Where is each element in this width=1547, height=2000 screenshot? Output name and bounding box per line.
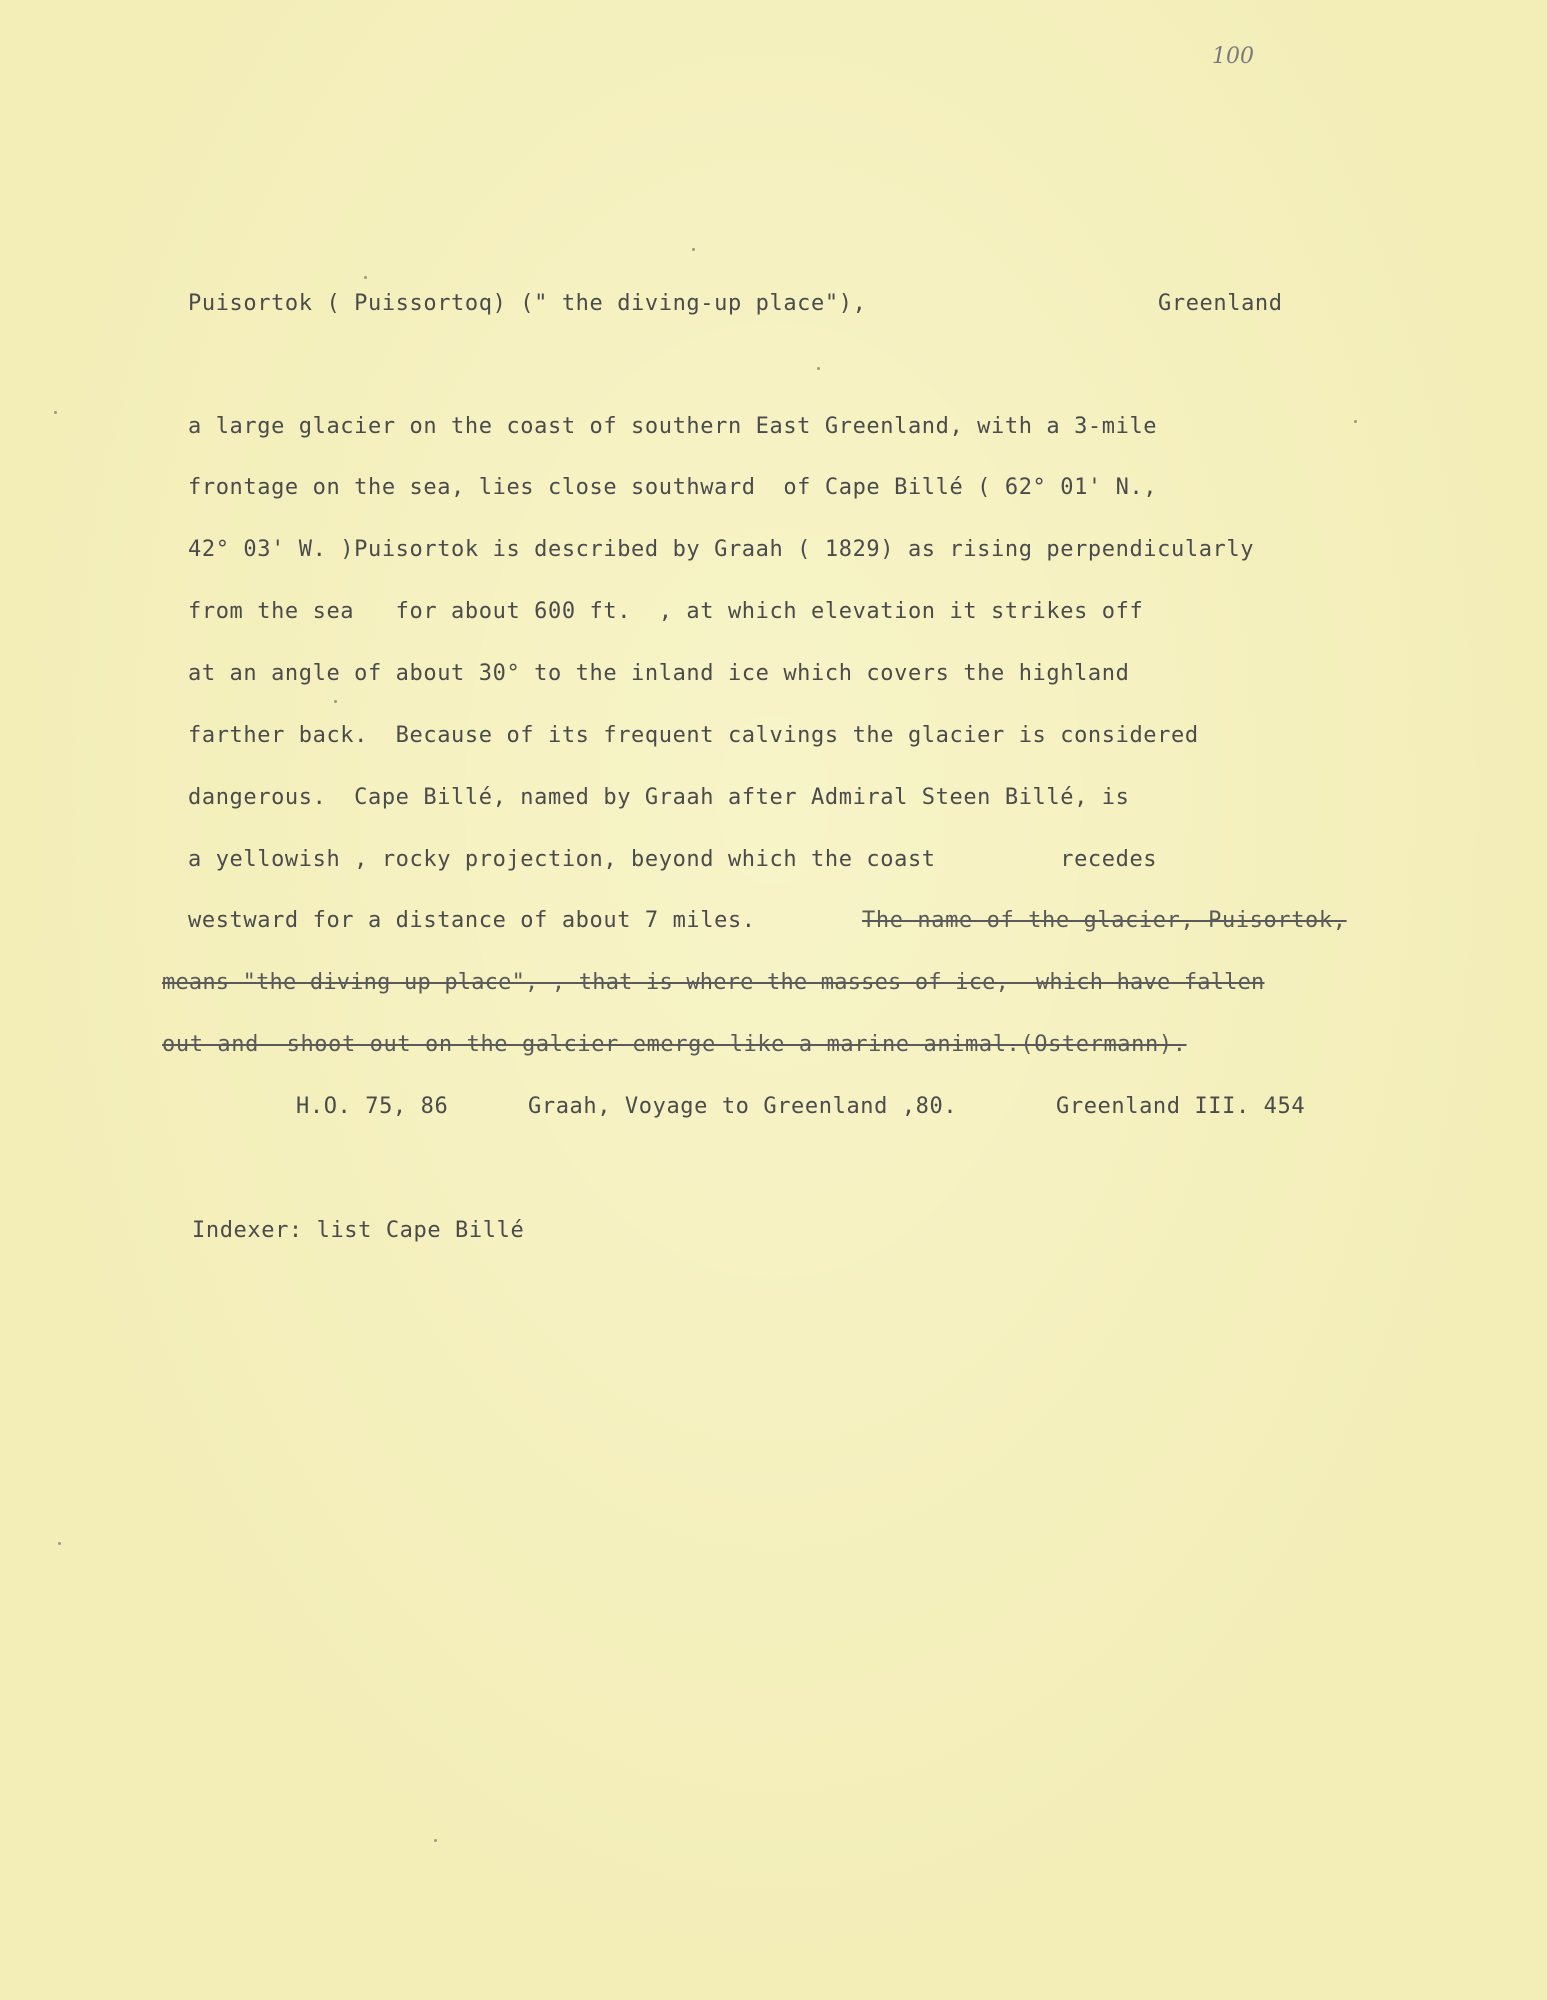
body-line: farther back. Because of its frequent calvings the glacier is considered <box>188 723 1199 748</box>
paper-speck <box>58 1542 61 1545</box>
paper-speck <box>817 367 820 370</box>
paper-speck <box>54 411 57 414</box>
citation-graah: Graah, Voyage to Greenland ,80. <box>528 1094 958 1119</box>
page-number: 100 <box>1212 44 1254 69</box>
paper-speck <box>364 276 367 279</box>
indexer-note: Indexer: list Cape Billé <box>192 1218 525 1243</box>
body-line: 42° 03' W. )Puisortok is described by Graah ( 1829) as rising perpendicularly <box>188 537 1255 562</box>
body-line: frontage on the sea, lies close southward of Cape Billé ( 62° 01' N., <box>188 475 1158 500</box>
paper-speck <box>692 248 695 251</box>
struck-text: out and shoot out on the galcier emerge like a marine animal.(Ostermann). <box>162 1032 1187 1057</box>
body-line: dangerous. Cape Billé, named by Graah after Admiral Steen Billé, is <box>188 785 1130 810</box>
paper-speck <box>434 1839 437 1842</box>
body-line: from the sea for about 600 ft. , at which elevation it strikes off <box>188 599 1144 624</box>
body-line: a large glacier on the coast of southern East Greenland, with a 3-mile <box>188 414 1158 439</box>
entry-title: Puisortok ( Puissortoq) (" the diving-up place"), <box>188 291 867 316</box>
citation-ho: H.O. 75, 86 <box>296 1094 449 1119</box>
body-line: westward for a distance of about 7 miles. <box>188 908 756 933</box>
body-line: at an angle of about 30° to the inland ice which covers the highland <box>188 661 1130 686</box>
struck-text: means "the diving-up place", , that is where the masses of ice, which have fallen <box>162 970 1265 995</box>
paper-speck <box>334 700 337 703</box>
citation-greenland: Greenland III. 454 <box>1056 1094 1306 1119</box>
paper-speck <box>1354 420 1357 423</box>
body-line: a yellowish , rocky projection, beyond which the coast recedes <box>188 847 1158 872</box>
entry-region: Greenland <box>1158 291 1283 316</box>
struck-text: The name of the glacier, Puisortok, <box>862 908 1347 933</box>
